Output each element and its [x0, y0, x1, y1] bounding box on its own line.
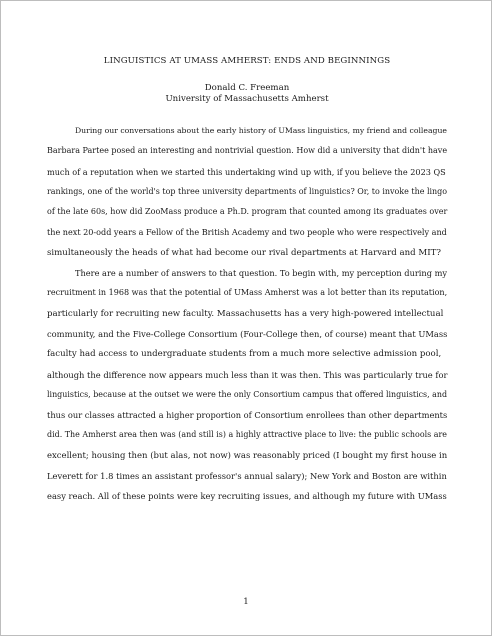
text-line: Barbara Partee posed an interesting and nontrivial question. How did a university that didn't have — [47, 146, 448, 156]
page-number: 1 — [243, 597, 249, 607]
text-line: thus our classes attracted a higher proportion of Consortium enrollees than other departments — [47, 410, 448, 421]
text-line: During our conversations about the early history of UMass linguistics, my friend and colleague — [75, 126, 447, 135]
paragraph-2 — [47, 263, 447, 507]
author-name: Donald C. Freeman — [204, 83, 290, 93]
paper-title: LINGUISTICS AT UMASS AMHERST: ENDS AND BEGINNINGS — [103, 56, 391, 66]
text-line: much of a reputation when we started this undertaking wind up with, if you believe the 2023 QS — [47, 166, 446, 177]
text-line: rankings, one of the world's top three university departments of linguistics? Or, to invoke the lingo — [47, 186, 448, 196]
author-affiliation: University of Massachusetts Amherst — [165, 94, 329, 104]
text-line: easy reach. All of these points were key recruiting issues, and although my future with UMass — [47, 491, 447, 502]
text-line: faculty had access to undergraduate students from a much more selective admission pool, — [47, 349, 442, 360]
text-line: recruitment in 1968 was that the potential of UMass Amherst was a lot better than its reputation, — [47, 288, 448, 298]
text-line: particularly for recruiting new faculty. Massachusetts has a very high-powered intellectual — [47, 308, 444, 319]
text-line: excellent; housing then (but alas, not now) was reasonably priced (I bought my first house in — [47, 450, 448, 461]
text-line: community, and the Five-College Consortium (Four-College then, of course) meant that UMass — [47, 328, 448, 339]
text-line: did. The Amherst area then was (and still is) a highly attractive place to live: the public schools are — [47, 430, 447, 440]
text-line: linguistics, because at the outset we were the only Consortium campus that offered linguistics, and — [47, 389, 448, 399]
page-content — [47, 56, 447, 507]
text-line: simultaneously the heads of what had become our rival departments at Harvard and MIT? — [47, 247, 441, 258]
text-line: of the late 60s, how did ZooMass produce a Ph.D. program that counted among its graduates over — [47, 207, 448, 217]
text-line: although the difference now appears much less than it was then. This was particularly true for — [47, 369, 448, 380]
text-line: the next 20-odd years a Fellow of the British Academy and two people who were respectively and — [47, 227, 447, 238]
text-line: Leverett for 1.8 times an assistant professor's annual salary); New York and Boston are within — [47, 471, 447, 482]
paragraph-1 — [47, 121, 447, 263]
text-line: There are a number of answers to that question. To begin with, my perception during my — [75, 268, 448, 279]
